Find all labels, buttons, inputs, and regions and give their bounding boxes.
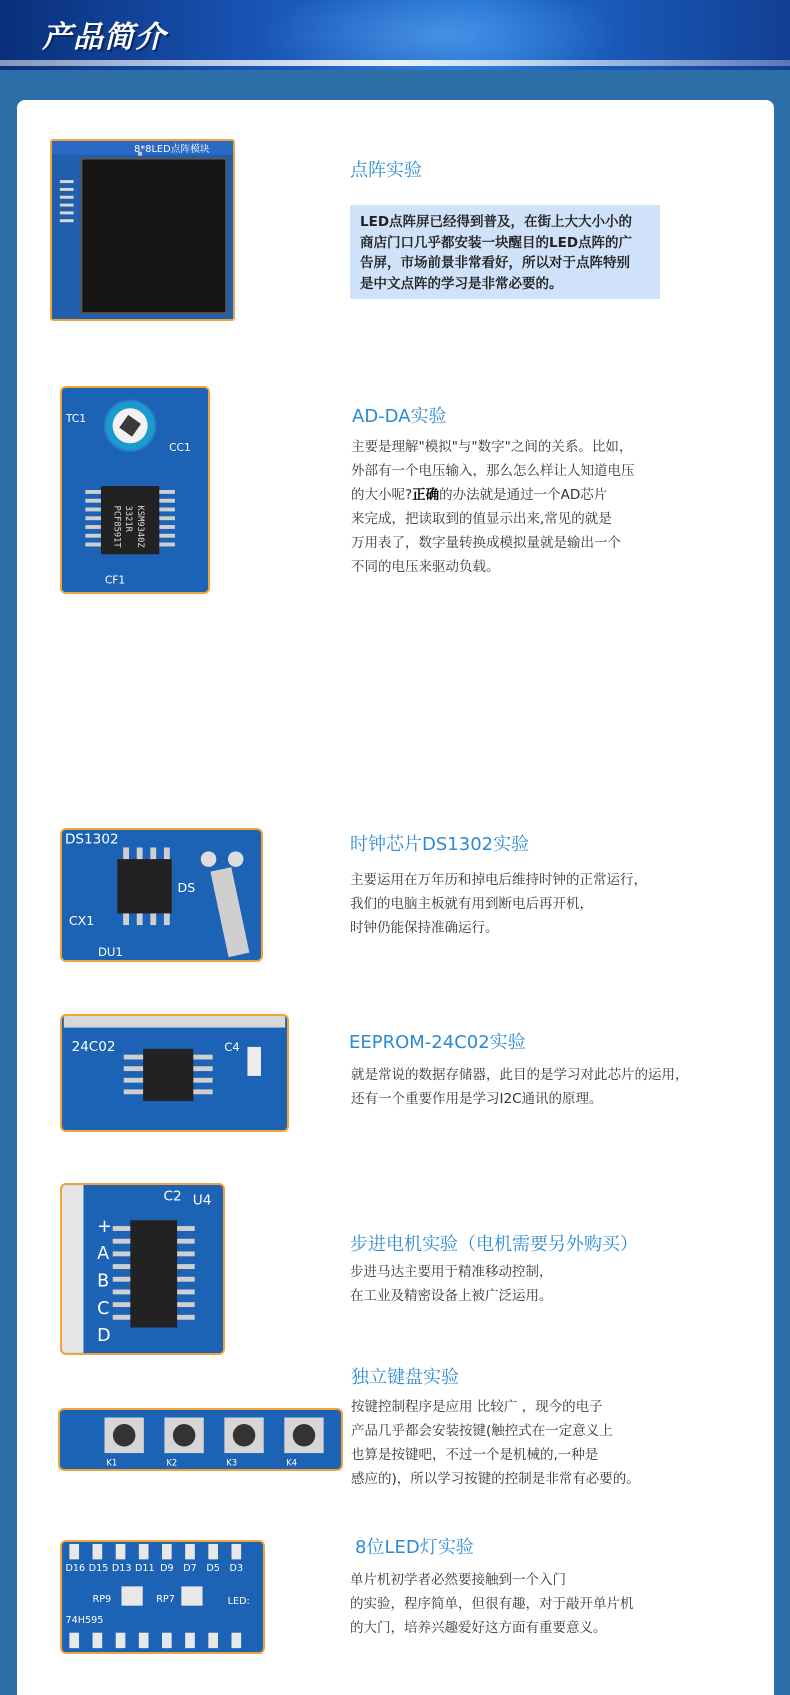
svg-text:D9: D9 <box>160 1562 174 1574</box>
svg-text:K3: K3 <box>226 1457 238 1468</box>
svg-text:3321R: 3321R <box>123 505 134 532</box>
svg-text:D11: D11 <box>135 1562 155 1574</box>
ad-da-description: 主要是理解"模拟"与"数字"之间的关系。比如， 外部有一个电压输入，那么怎么样让人知道电压 的大小呢?正确的办法就是通过一个AD芯片 来完成，把读取到的值显示出来,常见的就是 万用表了，数字量转换成模拟量就是输出一个 不同的电压来驱动负载。 <box>351 439 635 575</box>
svg-text:RP7: RP7 <box>156 1593 175 1605</box>
eeprom-module-image <box>60 1014 289 1132</box>
eeprom-description: 就是常说的数据存储器，此目的是学习对此芯片的运用， 还有一个重要作用是学习I2C通讯的原理。 <box>351 1067 689 1107</box>
svg-text:C: C <box>97 1298 110 1319</box>
svg-text:D5: D5 <box>206 1562 220 1574</box>
svg-text:A: A <box>97 1244 110 1265</box>
svg-text:D13: D13 <box>111 1562 132 1574</box>
svg-text:CC1: CC1 <box>169 441 191 455</box>
page-title: 产品简介 <box>42 20 166 55</box>
stepper-motor-module-image <box>60 1183 225 1355</box>
section-title-led: 8位LED灯实验 <box>355 1537 474 1558</box>
section-title-ds1302: 时钟芯片DS1302实验 <box>350 834 530 855</box>
svg-text:DS: DS <box>177 880 196 896</box>
svg-text:D15: D15 <box>88 1562 109 1574</box>
svg-text:D: D <box>97 1326 111 1347</box>
banner-stripe <box>0 60 790 66</box>
led-description: 单片机初学者必然要接触到一个入门 的实验，程序简单，但很有趣，对于敲开单片机 的大门，培养兴趣爱好这方面有重要意义。 <box>350 1572 634 1636</box>
section-title-dot-matrix: 点阵实验 <box>350 160 422 181</box>
section-title-stepper-motor: 步进电机实验（电机需要另外购买） <box>350 1234 638 1255</box>
svg-text:DS1302: DS1302 <box>64 831 119 848</box>
svg-text:KSM9340Z: KSM9340Z <box>134 505 145 548</box>
section-title-ad-da: AD-DA实验 <box>352 406 447 427</box>
svg-text:C2: C2 <box>163 1188 182 1205</box>
dot-matrix-module-image <box>50 139 235 321</box>
dot-matrix-highlight-box <box>350 205 660 299</box>
svg-text:D16: D16 <box>65 1562 86 1574</box>
svg-text:K2: K2 <box>166 1457 178 1468</box>
svg-text:DU1: DU1 <box>97 945 123 960</box>
svg-text:RP9: RP9 <box>92 1593 112 1605</box>
svg-text:TC1: TC1 <box>65 411 87 425</box>
svg-text:74H595: 74H595 <box>65 1615 104 1627</box>
svg-text:B: B <box>97 1271 110 1292</box>
svg-text:+: + <box>97 1216 112 1237</box>
section-title-eeprom: EEPROM-24C02实验 <box>349 1032 526 1053</box>
svg-text:LED:: LED: <box>227 1595 250 1607</box>
header-banner <box>0 0 790 70</box>
keyboard-module-image <box>58 1408 343 1471</box>
dot-matrix-description: LED点阵屏已经得到普及，在街上大大小小的 商店门口几乎都安装一块醒目的LED点阵的广 告屏，市场前景非常看好，所以对于点阵特别 是中文点阵的学习是非常必要的。 <box>360 214 633 292</box>
svg-text:D3: D3 <box>229 1562 244 1574</box>
svg-text:C4: C4 <box>224 1039 240 1054</box>
svg-text:CF1: CF1 <box>104 573 126 587</box>
svg-text:U4: U4 <box>192 1192 212 1209</box>
section-title-keyboard: 独立键盘实验 <box>351 1367 459 1388</box>
svg-text:PCF8591T: PCF8591T <box>111 505 122 548</box>
svg-text:K1: K1 <box>106 1457 118 1468</box>
svg-text:K4: K4 <box>286 1457 298 1468</box>
dot-matrix-label: 8*8LED点阵模块 <box>134 143 210 155</box>
ds1302-description: 主要运用在万年历和掉电后维持时钟的正常运行， 我们的电脑主板就有用到断电后再开机， 时钟仍能保持准确运行。 <box>350 872 647 936</box>
ds1302-module-image <box>60 828 263 962</box>
svg-text:24C02: 24C02 <box>71 1038 116 1055</box>
keyboard-description: 按键控制程序是应用 比较广 ，现今的电子 产品几乎都会安装按键(触控式在一定意义上 也算是按键吧，不过一个是机械的,一种是 感应的)，所以学习按键的控制是非常有必要的。 <box>351 1399 640 1487</box>
svg-text:CX1: CX1 <box>68 913 95 929</box>
stepper-motor-description: 步进马达主要用于精准移动控制， 在工业及精密设备上被广泛运用。 <box>350 1264 553 1304</box>
led-module-image <box>60 1540 265 1654</box>
ad-da-module-image <box>60 386 210 594</box>
svg-text:D7: D7 <box>183 1562 197 1574</box>
